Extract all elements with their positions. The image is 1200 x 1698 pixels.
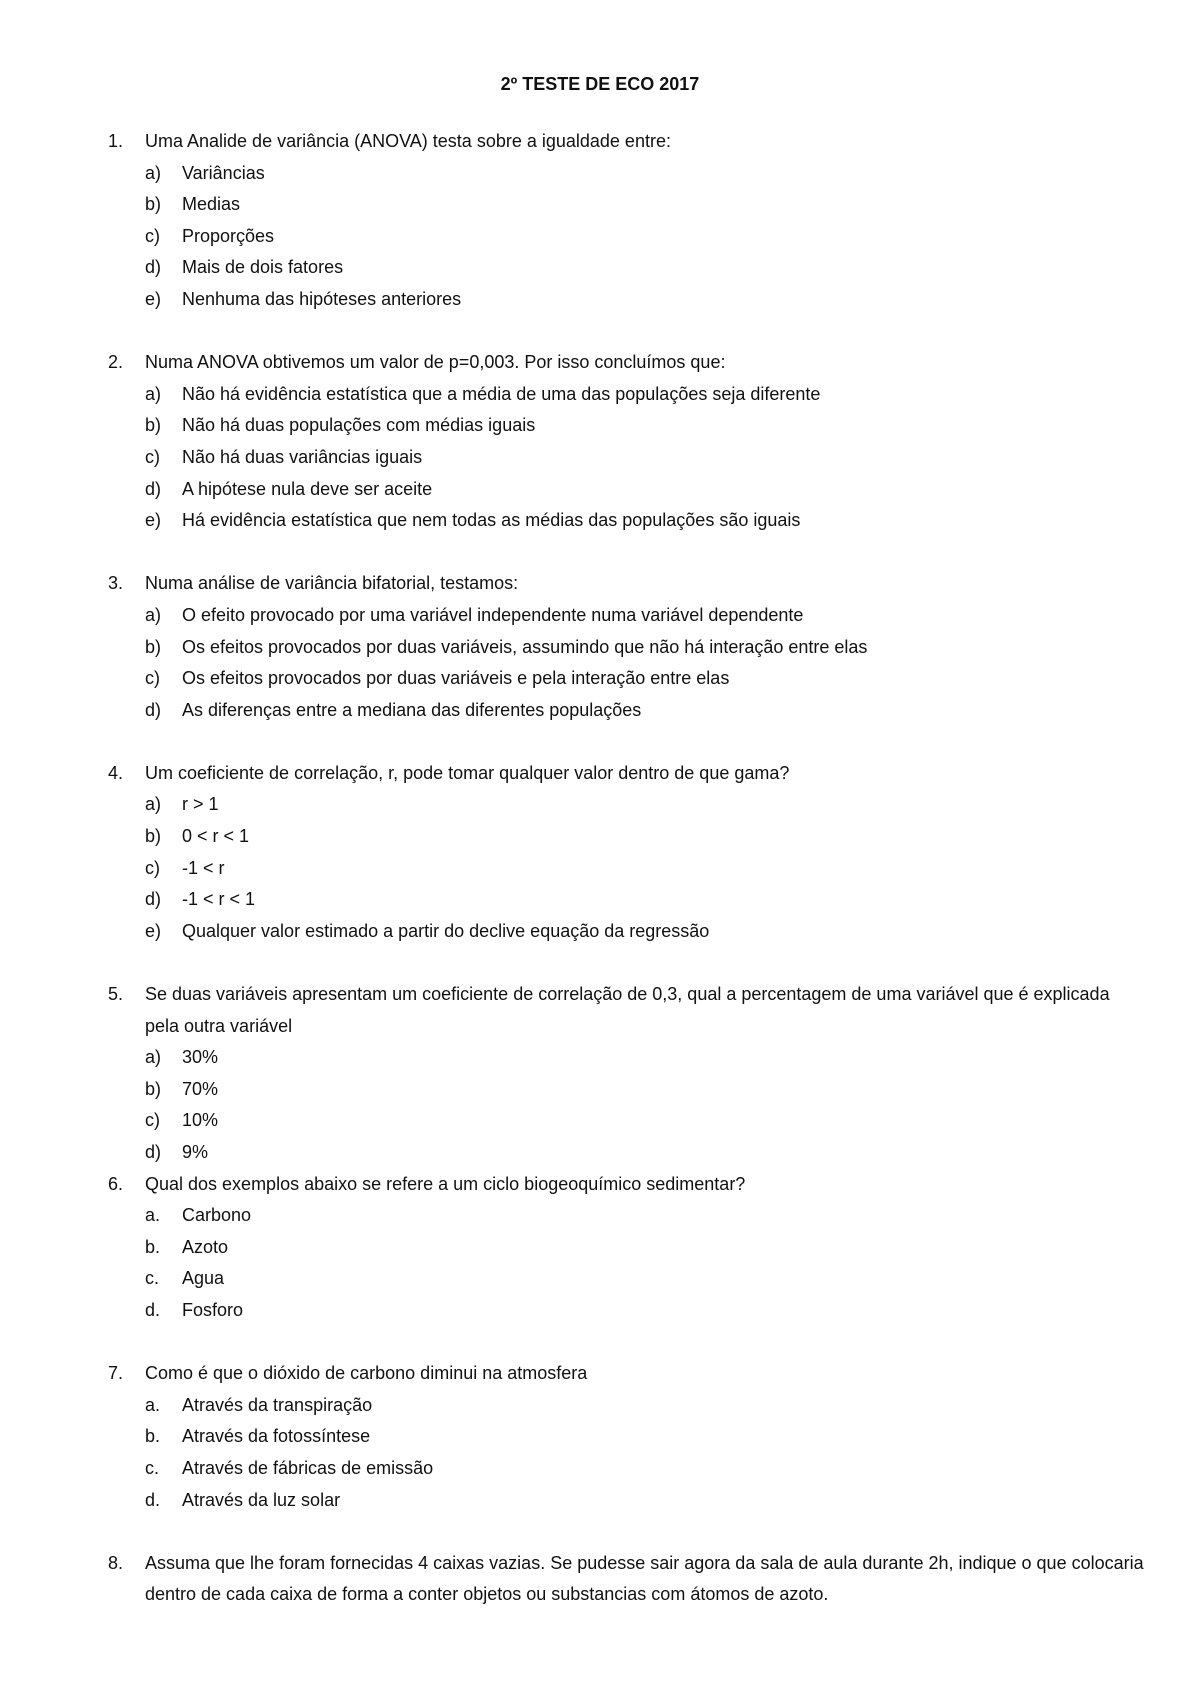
option-letter: a. [145,1205,161,1226]
option-letter: c) [145,668,160,689]
option-text: -1 < r < 1 [182,889,256,910]
option-letter: e) [145,288,162,309]
question-number: 3. [108,573,124,594]
option-item [145,442,1148,474]
option-letter: b) [145,415,162,436]
option-item [145,221,1148,253]
option-text: Através de fábricas de emissão [182,1457,434,1478]
question-text: Numa análise de variância bifatorial, testamos: [145,573,519,594]
option-letter: e) [145,920,162,941]
option-text: O efeito provocado por uma variável independente numa variável dependente [182,604,804,625]
option-text: As diferenças entre a mediana das diferentes populações [182,699,642,720]
option-text: Através da luz solar [182,1489,341,1510]
option-list [145,1042,1148,1168]
question-4 [108,758,1148,948]
option-list [145,379,1148,537]
option-text: Proporções [182,225,275,246]
option-text: -1 < r [182,857,225,878]
option-item [145,1263,1148,1295]
option-item [145,1200,1148,1232]
question-number: 5. [108,984,124,1005]
option-text: Qualquer valor estimado a partir do declive equação da regressão [182,920,710,941]
question-text: Qual dos exemplos abaixo se refere a um ciclo biogeoquímico sedimentar? [145,1173,746,1194]
option-text: 70% [182,1078,219,1099]
document-title: 2º TESTE DE ECO 2017 [500,74,700,94]
option-list [145,600,1148,726]
option-text: 10% [182,1110,219,1131]
option-text: Variâncias [182,162,265,183]
option-letter: c) [145,1110,160,1131]
option-text: Não há evidência estatística que a média de uma das populações seja diferente [182,383,821,404]
question-number: 1. [108,131,124,151]
option-text: Não há duas populações com médias iguais [182,415,536,436]
option-list [145,1390,1148,1516]
option-item [145,252,1148,284]
option-list [145,158,1148,316]
option-letter: b) [145,1078,162,1099]
option-item [145,663,1148,695]
question-list [108,126,1148,1611]
option-item [145,1421,1148,1453]
option-text: 9% [182,1142,209,1162]
option-letter: d. [145,1299,161,1320]
option-letter: d) [145,257,162,278]
option-text: 30% [182,1047,219,1068]
option-letter: a. [145,1394,161,1415]
option-text: Carbono [182,1205,252,1226]
option-item [145,1453,1148,1485]
option-letter: a) [145,604,162,625]
option-item [145,189,1148,221]
question-text: Uma Analide de variância (ANOVA) testa sobre a igualdade entre: [145,131,671,151]
option-item [145,1295,1148,1327]
question-text: Assuma que lhe foram fornecidas 4 caixas vazias. Se pudesse sair agora da sala de aula durante 2h, indique o que colocaria dentro de cada caixa de forma a conter objetos ou substancias com átomos de azoto. [145,1552,1144,1605]
option-text: Através da fotossíntese [182,1426,371,1447]
option-item [145,474,1148,506]
option-item [145,379,1148,411]
option-text: 0 < r < 1 [182,826,250,847]
option-text: A hipótese nula deve ser aceite [182,478,433,499]
option-letter: d. [145,1489,161,1510]
question-2 [108,347,1148,537]
option-letter: c. [145,1268,160,1289]
question-text: Um coeficiente de correlação, r, pode tomar qualquer valor dentro de que gama? [145,762,790,783]
option-item [145,600,1148,632]
option-text: Nenhuma das hipóteses anteriores [182,288,462,309]
question-number: 6. [108,1173,124,1194]
option-letter: c) [145,225,160,246]
question-number: 4. [108,762,124,783]
option-text: Os efeitos provocados por duas variáveis, assumindo que não há interação entre elas [182,636,868,657]
question-1 [108,126,1148,316]
question-text: Numa ANOVA obtivemos um valor de p=0,003. Por isso concluímos que: [145,352,726,373]
option-item [145,284,1148,316]
option-item [145,789,1148,821]
option-item [145,695,1148,727]
option-item [145,1105,1148,1137]
option-letter: d) [145,889,162,910]
option-text: Não há duas variâncias iguais [182,446,423,467]
question-number: 8. [108,1552,124,1573]
question-number: 2. [108,352,124,373]
option-letter: b. [145,1236,161,1257]
option-letter: a) [145,383,162,404]
option-letter: d) [145,699,162,720]
option-text: Há evidência estatística que nem todas as médias das populações são iguais [182,510,801,531]
option-item [145,158,1148,190]
option-text: Os efeitos provocados por duas variáveis e pela interação entre elas [182,668,730,689]
option-text: Agua [182,1268,225,1289]
option-item [145,1485,1148,1517]
option-text: Medias [182,194,241,215]
option-list [145,1200,1148,1326]
option-letter: c. [145,1457,160,1478]
option-letter: a) [145,794,162,815]
option-list [145,789,1148,947]
option-letter: a) [145,162,162,183]
option-text: r > 1 [182,794,219,815]
option-letter: b) [145,826,162,847]
question-3 [108,568,1148,726]
option-item [145,1390,1148,1422]
option-letter: b. [145,1426,161,1447]
option-text: Mais de dois fatores [182,257,344,278]
option-text: Fosforo [182,1299,244,1320]
option-item [145,884,1148,916]
question-5 [108,979,1148,1169]
option-letter: b) [145,194,162,215]
option-item [145,1232,1148,1264]
option-letter: a) [145,1047,162,1068]
question-8 [108,1548,1148,1611]
option-item [145,632,1148,664]
question-number: 7. [108,1363,124,1384]
option-text: Azoto [182,1236,229,1257]
option-item [145,410,1148,442]
option-item [145,1042,1148,1074]
option-text: Através da transpiração [182,1394,373,1415]
option-item [145,821,1148,853]
option-item [145,916,1148,948]
option-item [145,505,1148,537]
question-6 [108,1169,1148,1327]
option-item [145,853,1148,885]
option-letter: c) [145,857,160,878]
option-letter: d) [145,478,162,499]
question-7 [108,1358,1148,1516]
option-letter: d) [145,1142,162,1162]
question-text: Como é que o dióxido de carbono diminui na atmosfera [145,1363,588,1384]
option-letter: b) [145,636,162,657]
option-letter: e) [145,510,162,531]
option-item [145,1074,1148,1106]
option-letter: c) [145,446,160,467]
question-text: Se duas variáveis apresentam um coeficiente de correlação de 0,3, qual a percentagem de uma variável que é explicada pela outra variável [145,984,1110,1036]
option-item [145,1137,1148,1169]
